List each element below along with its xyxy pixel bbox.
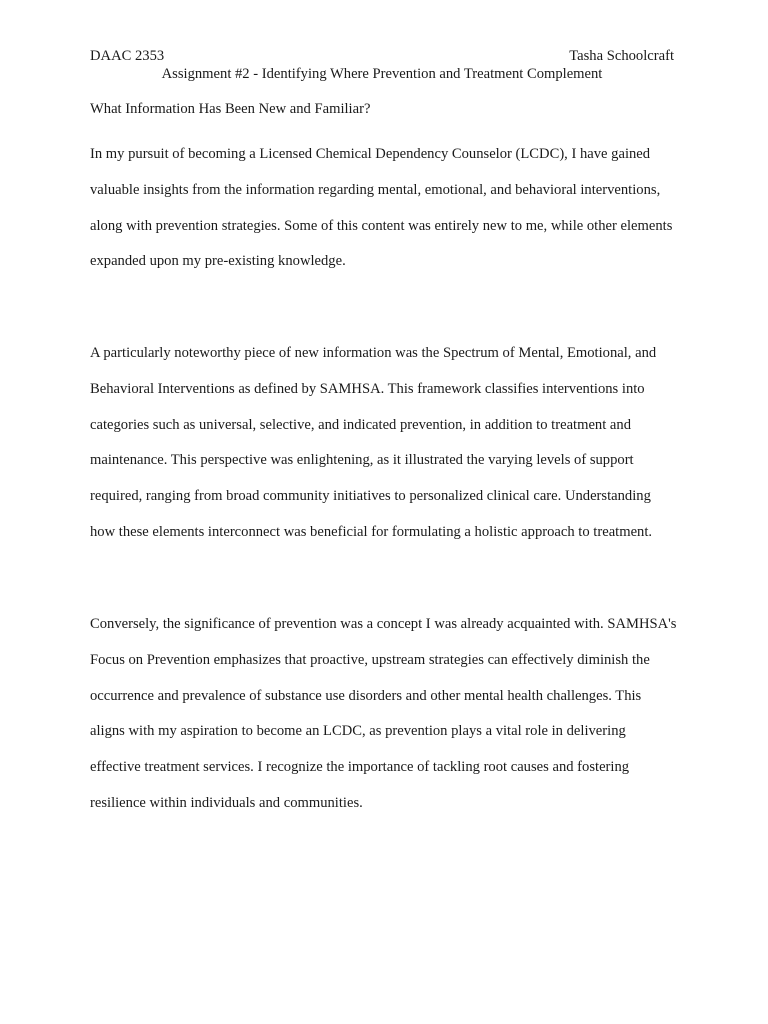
- course-code: DAAC 2353: [90, 48, 165, 64]
- assignment-title: Assignment #2 - Identifying Where Prevention and Treatment Complement: [161, 66, 603, 82]
- body-paragraph-1: In my pursuit of becoming a Licensed Chemical Dependency Counselor (LCDC), I have gained valuable insights from the information regarding mental, emotional, and behavioral interventions, along with prevention strategies. Some of this content was entirely new to me, while other elements expanded upon my pre-existing knowledge.: [90, 146, 673, 270]
- author-name: Tasha Schoolcraft: [569, 48, 674, 64]
- body-paragraph-3: Conversely, the significance of prevention was a concept I was already acquainted with. SAMHSA's Focus on Prevention emphasizes that proactive, upstream strategies can effectively diminish the occurrence and prevalence of substance use disorders and other mental health challenges. This aligns with my aspiration to become an LCDC, as prevention plays a vital role in delivering effective treatment services. I recognize the importance of tackling root causes and fostering resilience within individuals and communities.: [90, 616, 677, 811]
- document-header: [90, 46, 674, 66]
- body-paragraph-2: A particularly noteworthy piece of new information was the Spectrum of Mental, Emotional, and Behavioral Interventions as defined by SAMHSA. This framework classifies interventions into categories such as universal, selective, and indicated prevention, in addition to treatment and maintenance. This perspective was enlightening, as it illustrated the varying levels of support required, ranging from broad community initiatives to personalized clinical care. Understanding how these elements interconnect was beneficial for formulating a holistic approach to treatment.: [90, 345, 657, 540]
- section-heading: What Information Has Been New and Familiar?: [90, 101, 371, 117]
